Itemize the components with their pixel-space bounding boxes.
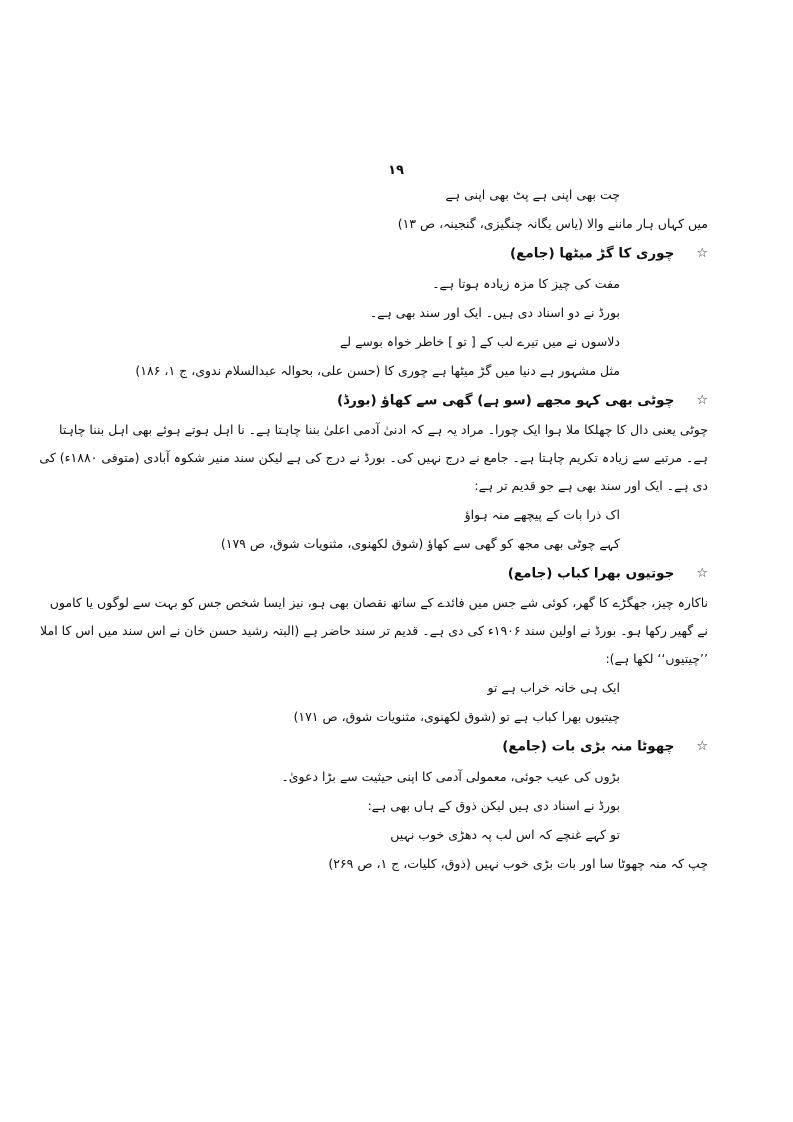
star-icon: ☆ <box>696 566 708 581</box>
entry-heading <box>92 558 708 589</box>
page-number: ۱۹ <box>388 163 404 178</box>
paragraph-line: ’’چیتیوں‘‘ لکھا ہے): <box>605 651 708 666</box>
verse-line: مثل مشہور ہے دنیا میں گڑ میٹھا ہے چوری کا (حسن علی، بحوالہ عبدالسلام ندوی، ج ۱، ۱۸۶) <box>135 363 620 378</box>
paragraph-line: ناکارہ چیز، جھگڑے کا گھر، کوئی شے جس میں فائدے کے ساتھ نقصان بھی ہو، نیز ایسا شخص جس کو بہت سے لوگوں یا کاموں <box>49 595 708 610</box>
entry-heading-text: چوٹی بھی کہو مجھے (سو ہے) گھی سے کھاؤ (بورڈ) <box>336 392 675 409</box>
verse-line: اک ذرا بات کے پیچھے منہ ہواؤ <box>464 507 620 522</box>
paragraph-line: دی ہے۔ ایک اور سند بھی ہے جو قدیم تر ہے: <box>474 478 708 493</box>
verse-line: ایک ہی خانہ خراب ہے تو <box>487 680 620 695</box>
verse-line: چت بھی اپنی ہے پٹ بھی اپنی ہے <box>445 187 620 202</box>
paragraph-line: نے گھیر رکھا ہو۔ بورڈ نے اولین سند ۱۹۰۶ء کی دی ہے۔ قدیم تر سند حاضر ہے (البتہ رشید حسن خان نے اس سند میں اس کا املا <box>40 623 708 638</box>
star-icon: ☆ <box>696 739 708 754</box>
entry <box>92 238 708 385</box>
entry <box>39 385 708 558</box>
verse-line: دلاسوں نے میں تیرے لب کے [ تو ] خاطر خواہ بوسے لے <box>339 334 620 349</box>
entry-note: بورڈ نے اسناد دی ہیں لیکن ذوق کے ہاں بھی ہے: <box>367 798 620 813</box>
entry-heading-text: جوتیوں بھرا کباب (جامع) <box>507 565 675 582</box>
entry-heading-text: چھوٹا منہ بڑی بات (جامع) <box>502 738 675 755</box>
entry <box>40 558 708 731</box>
entry-note: بورڈ نے دو اسناد دی ہیں۔ ایک اور سند بھی ہے۔ <box>369 305 620 320</box>
verse-line: چیتیوں بھرا کباب ہے تو (شوق لکھنوی، مثنویات شوق، ص ۱۷۱) <box>293 709 620 724</box>
page-content <box>39 180 708 878</box>
verse-line: تو کہے غنچے کہ اس لب پہ دھڑی خوب نہیں <box>390 827 620 842</box>
verse-line: میں کہاں ہار ماننے والا (یاس یگانہ چنگیزی، گنجینہ، ص ۱۳) <box>397 216 708 231</box>
entry-heading <box>92 238 708 269</box>
verse-line: کہے چوٹی بھی مجھ کو گھی سے کھاؤ (شوق لکھنوی، مثنویات شوق، ص ۱۷۹) <box>220 536 620 551</box>
couplet-continuation <box>92 180 708 238</box>
entry-heading <box>92 385 708 416</box>
star-icon: ☆ <box>696 393 708 408</box>
entry-meaning: بڑوں کی عیب جوئی، معمولی آدمی کا اپنی حیثیت سے بڑا دعویٰ۔ <box>281 769 620 784</box>
entry-meaning: مفت کی چیز کا مزہ زیادہ ہوتا ہے۔ <box>432 276 620 291</box>
paragraph-line: ہے۔ مرتبے سے زیادہ تکریم چاہتا ہے۔ جامع نے درج نہیں کی۔ بورڈ نے درج کی ہے لیکن سند منیر شکوہ آبادی (متوفی ۱۸۸۰ء) کی <box>39 450 708 465</box>
star-icon: ☆ <box>696 246 708 261</box>
paragraph-line: چوٹی یعنی دال کا چھلکا ملا ہوا ایک چورا۔ مراد یہ ہے کہ ادنیٰ آدمی اعلیٰ بننا چاہتا ہے۔ نا اہل ہوتے ہوئے بھی اہل بننا چاہتا <box>59 422 708 437</box>
entry <box>92 731 708 878</box>
entry-heading-text: چوری کا گڑ میٹھا (جامع) <box>509 245 675 262</box>
verse-line: چپ کہ منہ چھوٹا سا اور بات بڑی خوب نہیں (ذوق، کلیات، ج ۱، ص ۲۶۹) <box>328 856 708 871</box>
entry-heading <box>92 731 708 762</box>
